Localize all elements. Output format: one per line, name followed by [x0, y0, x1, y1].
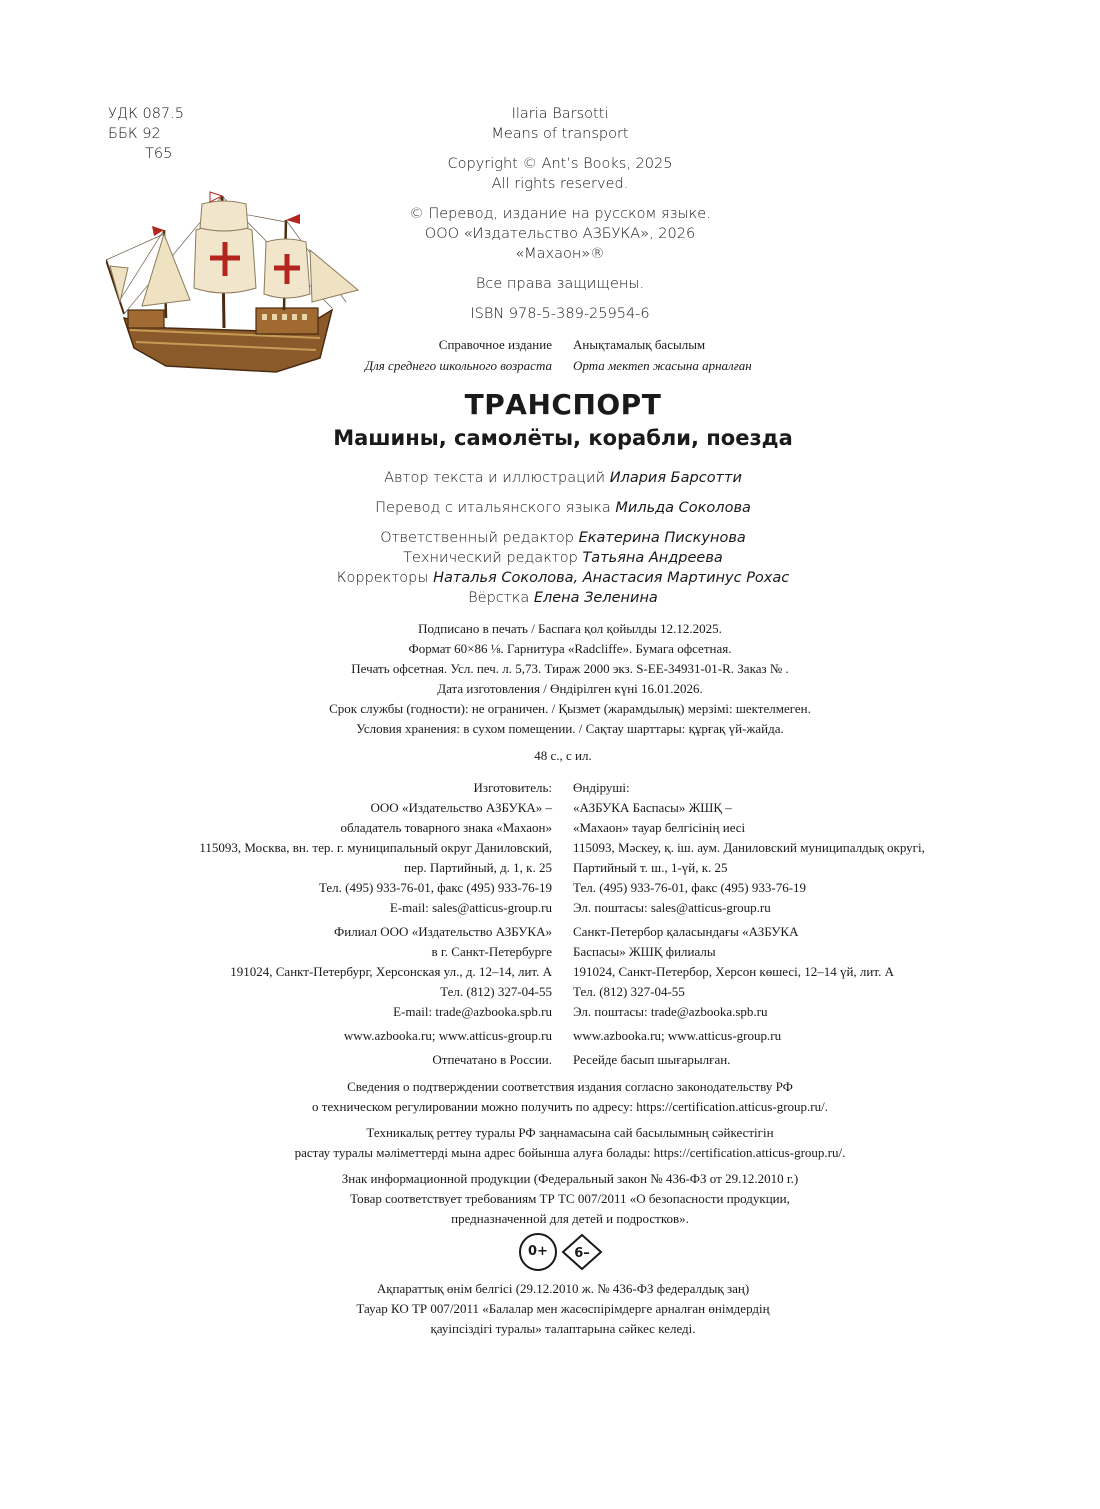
phone-line: Тел. (495) 933-76-01, факс (495) 933-76-19 — [318, 880, 552, 895]
book-subtitle: Машины, самолёты, корабли, поезда — [333, 426, 793, 450]
branch-phone: Тел. (812) 327-04-55 — [440, 984, 552, 999]
kz-notice-line: қауіпсіздігі туралы» талаптарына сәйкес келеді. — [430, 1321, 696, 1336]
edition-type-ru — [365, 334, 552, 376]
branch-email: E-mail: trade@azbooka.spb.ru — [393, 1004, 552, 1019]
isbn: ISBN 978-5-389-25954-6 — [470, 306, 650, 322]
udk-code: УДК 087.5 — [108, 106, 184, 122]
translation-copyright-1: © Перевод, издание на русском языке. — [409, 206, 711, 222]
kz-notice-block — [200, 1279, 926, 1339]
translation-copyright-3: «Махаон»® — [515, 246, 605, 262]
email-line: Эл. поштасы: sales@atticus-group.ru — [573, 900, 771, 915]
age-group-kz: Орта мектеп жасына арналған — [573, 358, 752, 373]
company-line: «Махаон» тауар белгісінің иесі — [573, 820, 746, 835]
branch-phone: Тел. (812) 327-04-55 — [573, 984, 685, 999]
credit-layout: Вёрстка Елена Зеленина — [468, 590, 658, 606]
imprint-line: Условия хранения: в сухом помещении. / Сақтау шарттары: құрғақ үй-жайда. — [356, 721, 784, 736]
age-rating-diamond-label: 6– — [574, 1246, 590, 1261]
imprint-line: Срок службы (годности): не ограничен. / Қызмет (жарамдылық) мерзімі: шектелмеген. — [329, 701, 811, 716]
kz-notice-line: Тауар КО ТР 007/2011 «Балалар мен жасөспірімдерге арналған өнімдердің — [356, 1301, 770, 1316]
info-sign-line: Знак информационной продукции (Федеральный закон № 436-ФЗ от 29.12.2010 г.) — [341, 1171, 799, 1186]
branch-email: Эл. поштасы: trade@azbooka.spb.ru — [573, 1004, 768, 1019]
cert-kz-line: Техникалық реттеу туралы РФ заңнамасына сай басылымның сәйкестігін — [366, 1125, 774, 1140]
address-line: Партийный т. ш., 1-үй, к. 25 — [573, 860, 728, 875]
kz-notice-line: Ақпараттық өнім белгісі (29.12.2010 ж. № 436-ФЗ федералдық заң) — [376, 1281, 750, 1296]
cert-ru-line: Сведения о подтверждении соответствия издания согласно законодательству РФ — [347, 1079, 793, 1094]
company-line: ООО «Издательство АЗБУКА» – — [370, 800, 552, 815]
branch-line: Филиал ООО «Издательство АЗБУКА» — [333, 924, 552, 939]
address-line: 115093, Мәскеу, қ. іш. аум. Даниловский муниципалдық округі, — [573, 840, 925, 855]
info-sign-line: предназначенной для детей и подростков». — [451, 1211, 689, 1226]
company-line: обладатель товарного знака «Махаон» — [340, 820, 552, 835]
info-sign-line: Товар соответствует требованиям ТР ТС 007/2011 «О безопасности продукции, — [350, 1191, 790, 1206]
imprint-line: Печать офсетная. Усл. печ. л. 5,73. Тираж 2000 экз. S-EE-34931-01-R. Заказ № . — [351, 661, 789, 676]
edition-type-kz — [573, 334, 752, 376]
credit-editor: Ответственный редактор Екатерина Пискунова — [380, 530, 746, 546]
translation-copyright-2: ООО «Издательство АЗБУКА», 2026 — [424, 226, 696, 242]
website-line: www.azbooka.ru; www.atticus-group.ru — [343, 1028, 552, 1043]
certification-block — [200, 1077, 940, 1229]
address-line: 115093, Москва, вн. тер. г. муниципальный округ Даниловский, — [199, 840, 552, 855]
address-line: пер. Партийный, д. 1, к. 25 — [404, 860, 552, 875]
credit-proofreaders: Корректоры Наталья Соколова, Анастасия Мартинус Рохас — [336, 570, 790, 586]
phone-line: Тел. (495) 933-76-01, факс (495) 933-76-19 — [573, 880, 807, 895]
author-mark: Т65 — [145, 146, 173, 162]
website-line: www.azbooka.ru; www.atticus-group.ru — [573, 1028, 782, 1043]
imprint-line: Формат 60×86 ⅛. Гарнитура «Radcliffe». Бумага офсетная. — [408, 641, 732, 656]
original-title: Means of transport — [491, 126, 629, 142]
branch-line: Санкт-Петербор қаласындағы «АЗБУКА — [573, 924, 799, 939]
age-rating-circle: 0+ — [519, 1233, 557, 1271]
copyright-block — [380, 104, 740, 324]
branch-address: 191024, Санкт-Петербор, Херсон көшесі, 12–14 үй, лит. А — [573, 964, 894, 979]
credit-tech-editor: Технический редактор Татьяна Андреева — [403, 550, 723, 566]
branch-line: в г. Санкт-Петербурге — [431, 944, 552, 959]
credit-author: Автор текста и иллюстраций Илария Барсотти — [384, 470, 742, 486]
manufacturer-ru — [199, 778, 552, 1070]
manufacturer-label: Изготовитель: — [473, 780, 552, 795]
copyright-line: Copyright © Ant’s Books, 2025 — [447, 156, 673, 172]
age-group-ru: Для среднего школьного возраста — [364, 358, 552, 373]
printed-in-line: Отпечатано в России. — [432, 1052, 552, 1067]
manufacturer-label: Өндіруші: — [573, 780, 630, 795]
imprint-block — [200, 619, 940, 739]
manufacturer-kz — [573, 778, 925, 1070]
page-count: 48 с., с ил. — [534, 748, 592, 763]
credit-translator: Перевод с итальянского языка Мильда Соколова — [375, 500, 751, 516]
imprint-line: Подписано в печать / Баспаға қол қойылды 12.12.2025. — [418, 621, 722, 636]
age-rating-diamond — [561, 1233, 603, 1271]
book-title: ТРАНСПОРТ — [464, 388, 662, 421]
email-line: E-mail: sales@atticus-group.ru — [389, 900, 552, 915]
bbk-code: ББК 92 — [108, 126, 161, 142]
cert-kz-line: растау туралы мәліметтерді мына адрес бойынша алуға болады: https://certification.atticus-group.ru/. — [294, 1145, 846, 1160]
credits-block — [280, 468, 846, 608]
original-author: Ilaria Barsotti — [511, 106, 609, 122]
company-line: «АЗБУКА Баспасы» ЖШҚ – — [573, 800, 732, 815]
rights-ru: Все права защищены. — [475, 276, 645, 292]
classification-codes — [108, 104, 184, 164]
imprint-line: Дата изготовления / Өндірілген күні 16.01.2026. — [437, 681, 703, 696]
rights-line: All rights reserved. — [491, 176, 629, 192]
branch-line: Баспасы» ЖШҚ филиалы — [573, 944, 716, 959]
caravel-ship-illustration — [106, 190, 362, 390]
edition-type-kz-label: Анықтамалық басылым — [573, 337, 706, 352]
edition-type-ru-label: Справочное издание — [438, 337, 552, 352]
cert-ru-line: о техническом регулировании можно получить по адресу: https://certification.atticus-group.ru/. — [312, 1099, 828, 1114]
printed-in-line: Ресейде басып шығарылған. — [573, 1052, 731, 1067]
branch-address: 191024, Санкт-Петербург, Херсонская ул., д. 12–14, лит. А — [230, 964, 552, 979]
